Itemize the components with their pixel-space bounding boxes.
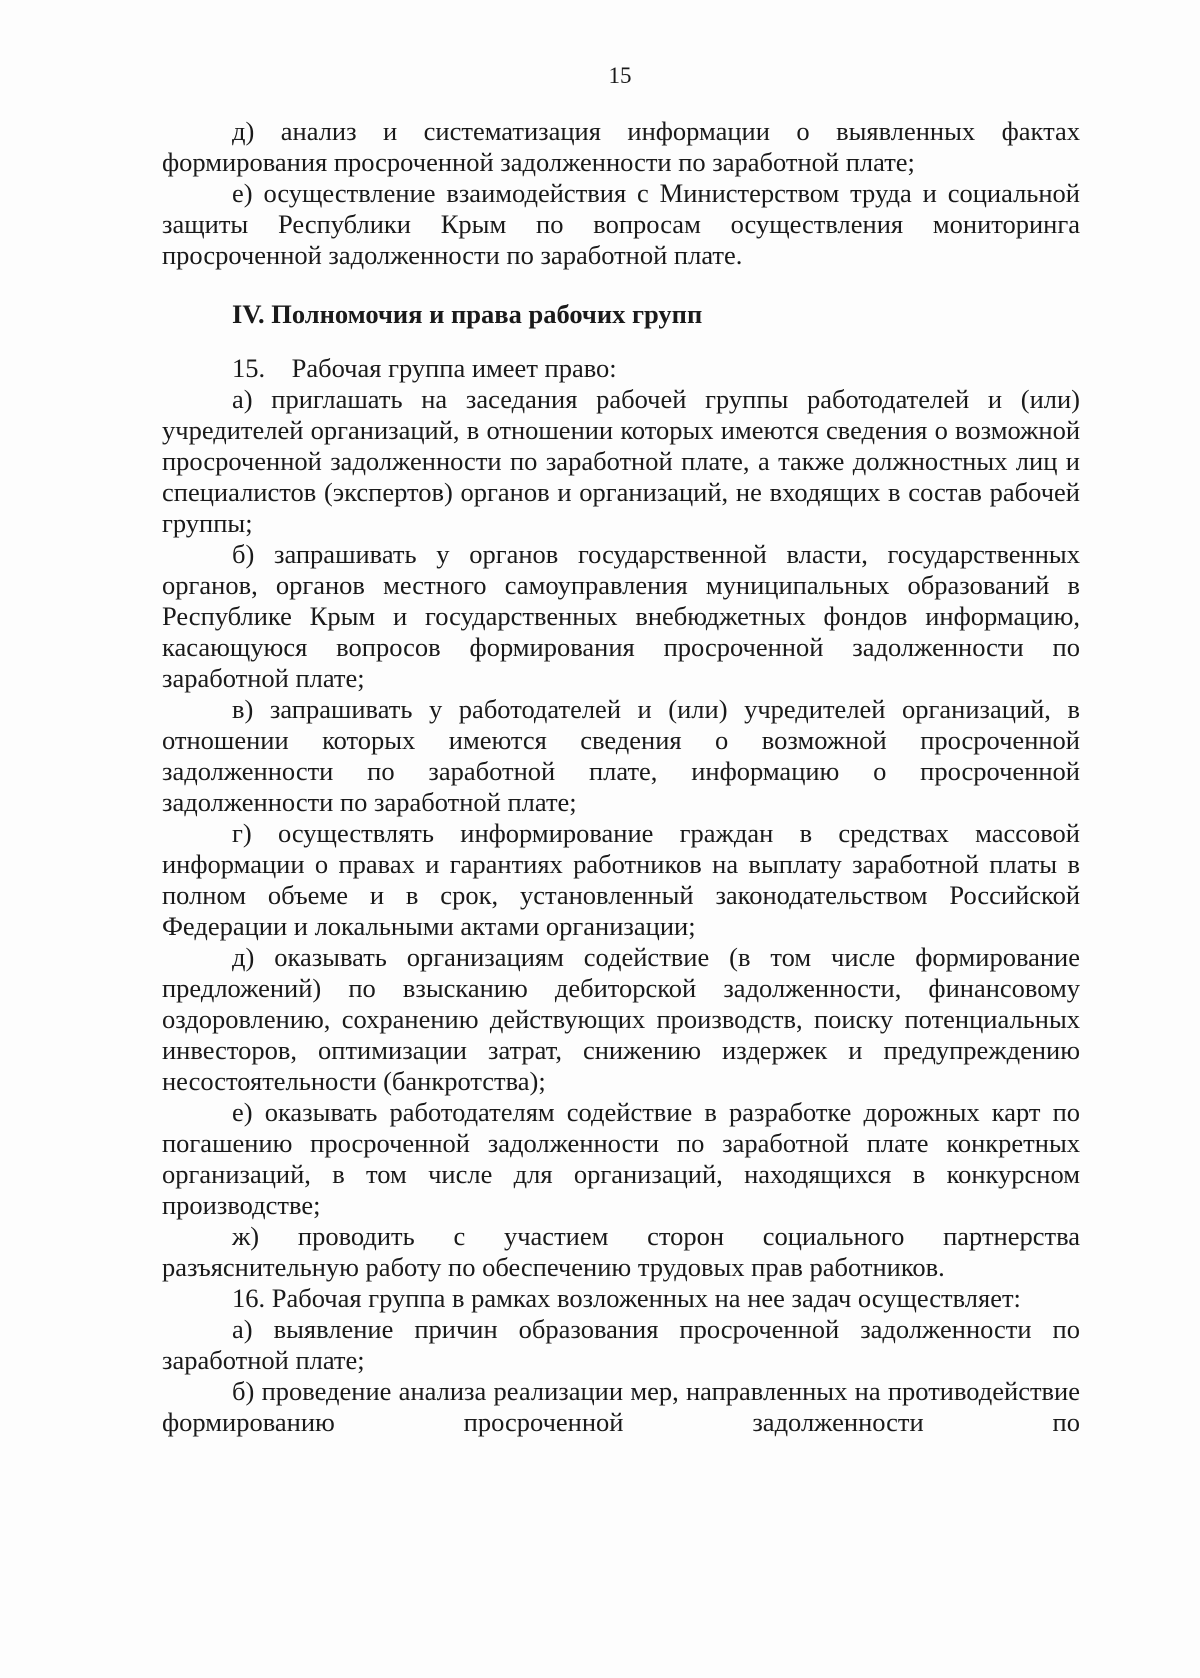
document-body [162,116,1080,1438]
paragraph-15-d: д) оказывать организациям содействие (в том числе формирование предложений) по взысканию дебиторской задолженности, финансовому оздоровлению, сохранению действующих производств, поиску потенциальных инвесторов, оптимизации затрат, снижению издержек и предупреждению несостоятельности (банкротства); [162,942,1080,1096]
paragraph-item-e-interaction: е) осуществление взаимодействия с Министерством труда и социальной защиты Республики Крым по вопросам осуществления мониторинга просроченной задолженности по заработной плате. [162,178,1080,270]
paragraph-16-intro: 16. Рабочая группа в рамках возложенных на нее задач осуществляет: [232,1283,1021,1313]
section-heading: IV. Полномочия и права рабочих групп [232,299,703,329]
paragraph-15-intro: 15. Рабочая группа имеет право: [232,353,617,383]
paragraph-16-a: а) выявление причин образования просроченной задолженности по заработной плате; [162,1314,1080,1375]
paragraph-15-v: в) запрашивать у работодателей и (или) учредителей организаций, в отношении которых имеются сведения о возможной просроченной задолженности по заработной плате, информацию о просроченной задолженности по заработной плате; [162,694,1080,817]
paragraph-item-d-analysis: д) анализ и систематизация информации о выявленных фактах формирования просроченной задолженности по заработной плате; [162,116,1080,177]
paragraph-15-zh: ж) проводить с участием сторон социального партнерства разъяснительную работу по обеспечению трудовых прав работников. [162,1221,1080,1282]
page-number: 15 [608,63,632,88]
paragraph-16-b: б) проведение анализа реализации мер, направленных на противодействие формированию просроченной задолженности по [162,1376,1080,1437]
paragraph-15-a: а) приглашать на заседания рабочей группы работодателей и (или) учредителей организаций, в отношении которых имеются сведения о возможной просроченной задолженности по заработной плате, а также должностных лиц и специалистов (экспертов) органов и организаций, не входящих в состав рабочей группы; [162,384,1080,538]
paragraph-15-e: е) оказывать работодателям содействие в разработке дорожных карт по погашению просроченной задолженности по заработной плате конкретных организаций, в том числе для организаций, находящихся в конкурсном производстве; [162,1097,1080,1220]
paragraph-15-b: б) запрашивать у органов государственной власти, государственных органов, органов местного самоуправления муниципальных образований в Республике Крым и государственных внебюджетных фондов информацию, касающуюся вопросов формирования просроченной задолженности по заработной плате; [162,539,1080,693]
paragraph-15-g: г) осуществлять информирование граждан в средствах массовой информации о правах и гарантиях работников на выплату заработной платы в полном объеме и в срок, установленный законодательством Российской Федерации и локальными актами организации; [162,818,1080,941]
